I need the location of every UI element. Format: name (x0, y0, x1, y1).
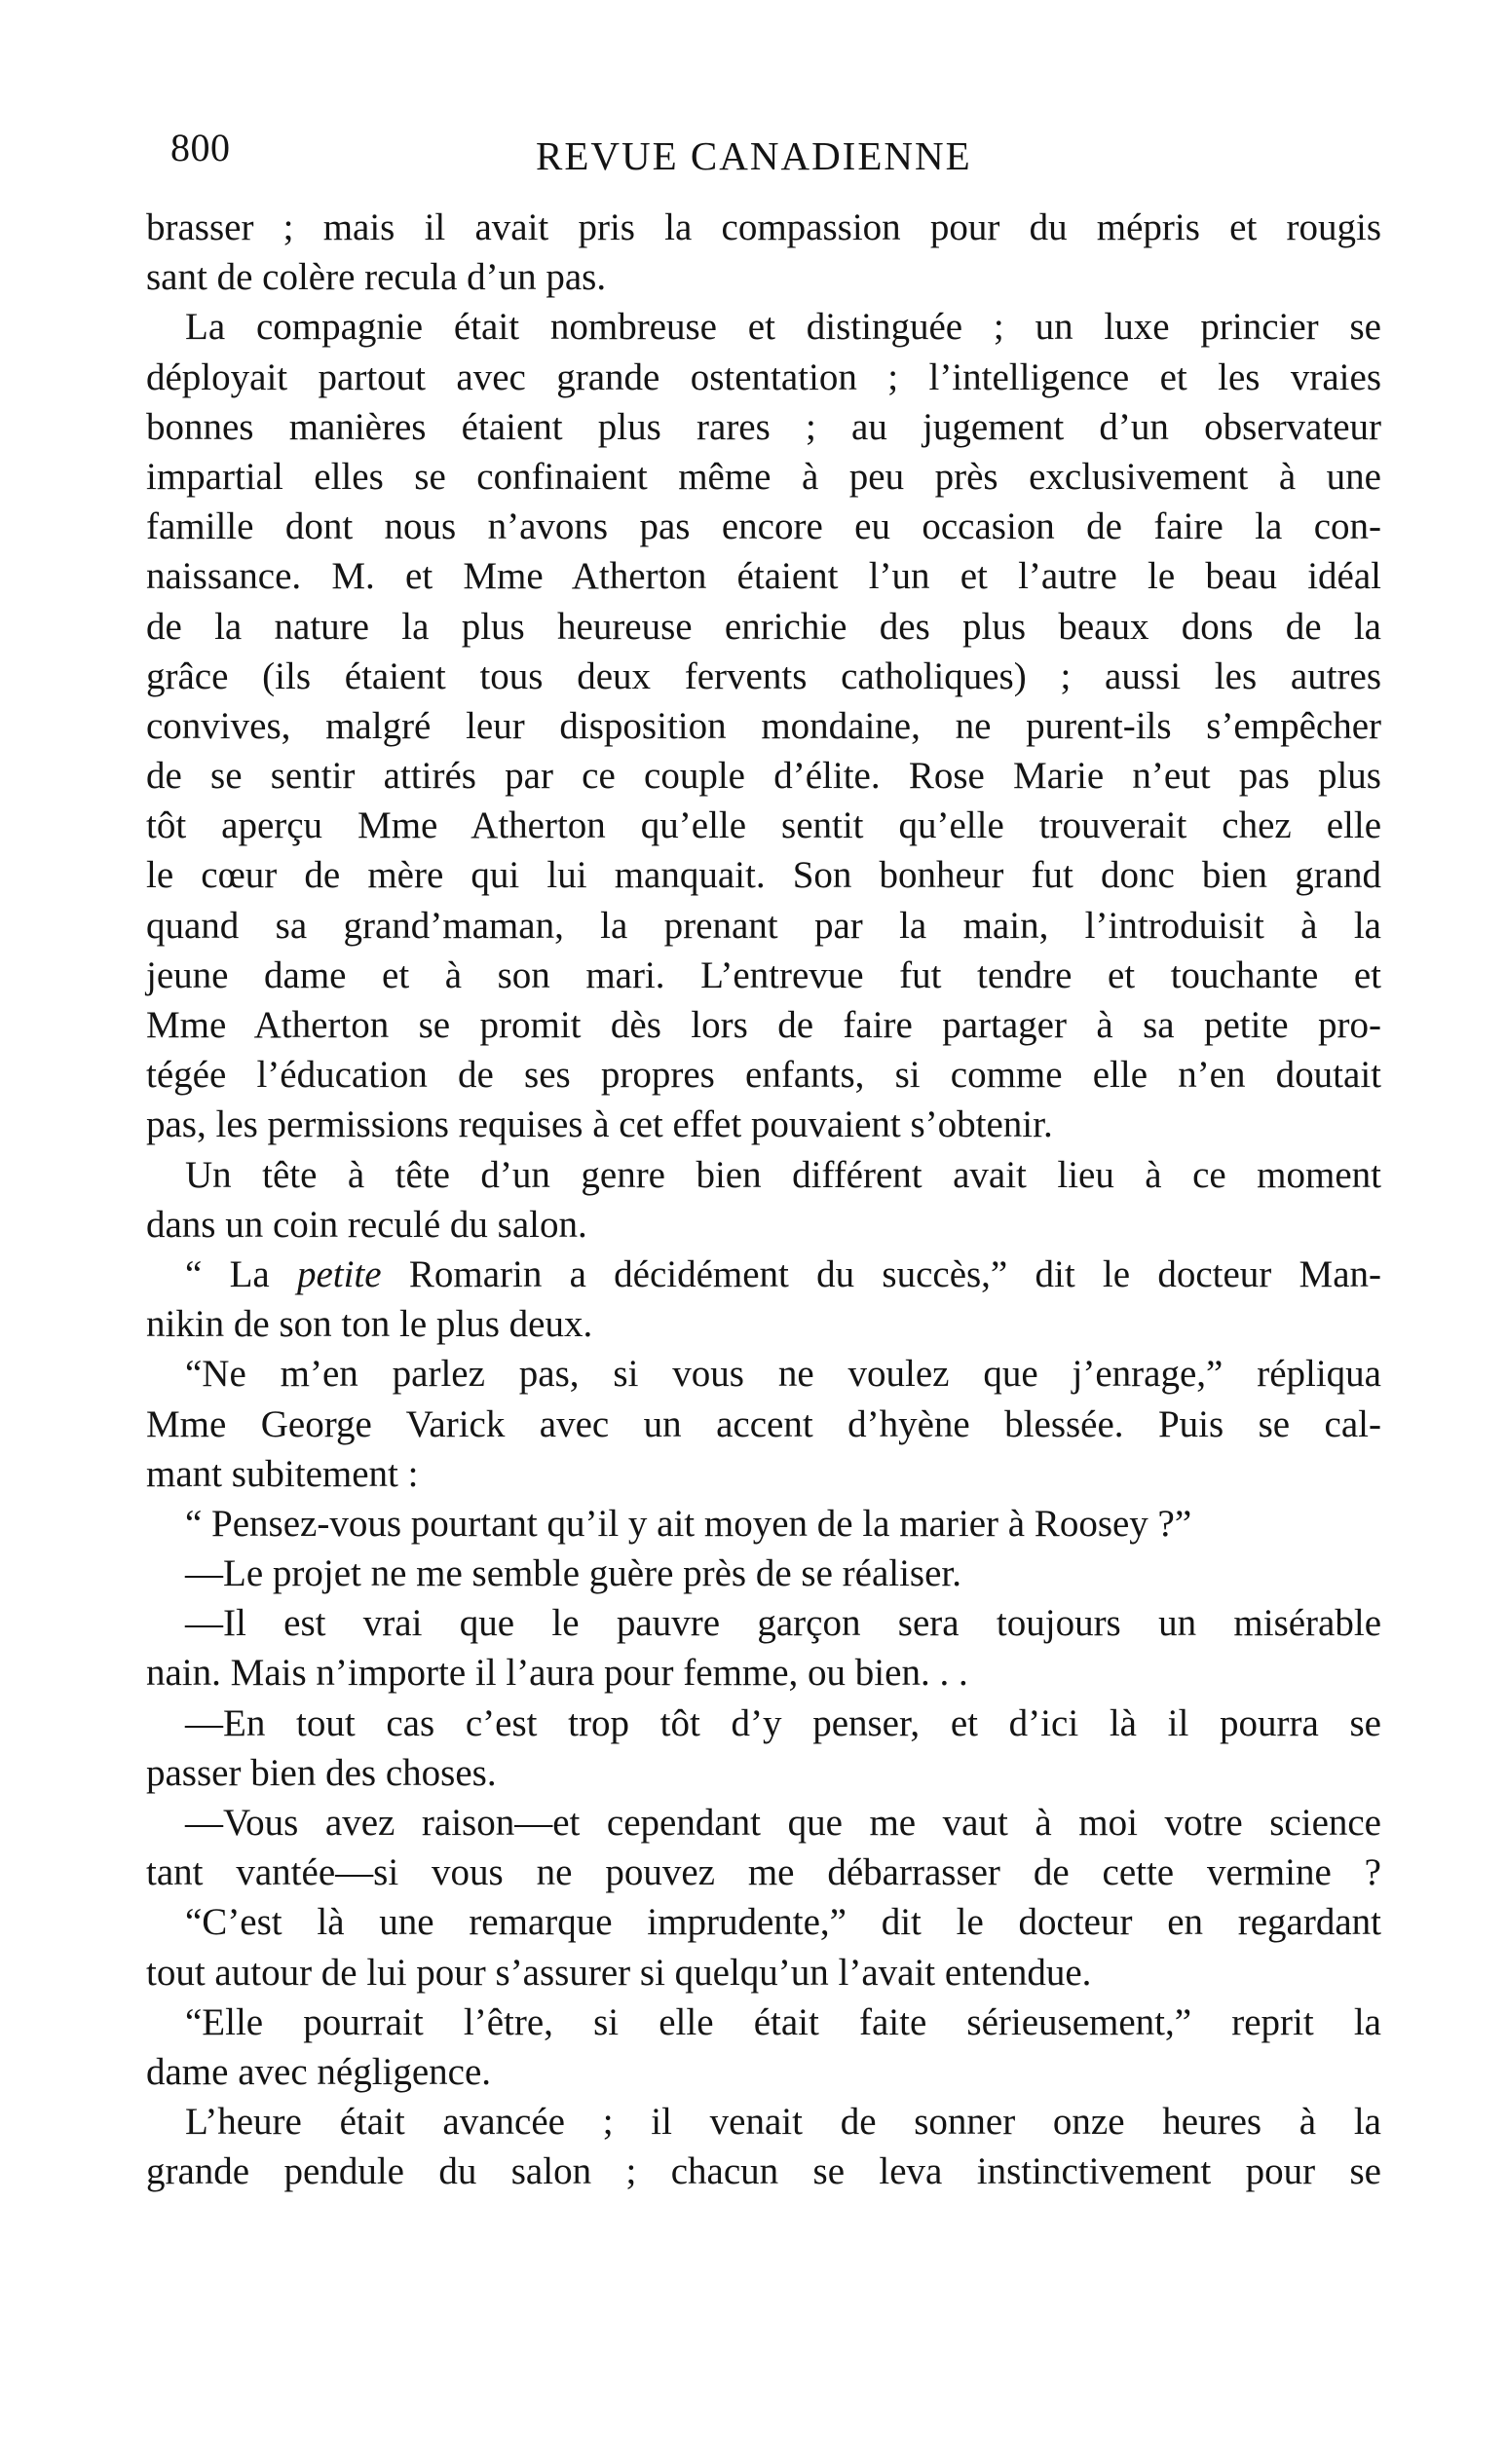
text-line: Un tête à tête d’un genre bien différent avait lieu à ce moment (185, 1153, 1381, 1196)
text-line: brasser ; mais il avait pris la compassion pour du mépris et rougis (146, 206, 1381, 248)
text-line: nikin de son ton le plus deux. (146, 1303, 593, 1346)
text-line: famille dont nous n’avons pas encore eu occasion de faire la con- (146, 505, 1381, 548)
body-text (146, 203, 1381, 2197)
text-line: naissance. M. et Mme Atherton étaient l’un et l’autre le beau idéal (146, 555, 1381, 598)
text-line: déployait partout avec grande ostentation ; l’intelligence et les vraies (146, 355, 1381, 398)
text-line: “Ne m’en parlez pas, si vous ne voulez que j’enrage,” répliqua (185, 1353, 1381, 1396)
text-line (146, 1250, 1381, 1299)
text-line: mant subitement : (146, 1452, 419, 1495)
running-head (161, 125, 1378, 183)
text-line: L’heure était avancée ; il venait de sonner onze heures à la (185, 2101, 1381, 2144)
text-line: nain. Mais n’importe il l’aura pour femme, ou bien. . . (146, 1652, 968, 1695)
text-line: impartial elles se confinaient même à peu près exclusivement à une (146, 455, 1381, 498)
text-line: quand sa grand’maman, la prenant par la main, l’introduisit à la (146, 904, 1381, 947)
text-line: tôt aperçu Mme Atherton qu’elle sentit qu’elle trouverait chez elle (146, 804, 1381, 847)
text-line: —Il est vrai que le pauvre garçon sera toujours un misérable (185, 1602, 1381, 1645)
text-line: pas, les permissions requises à cet effet pouvaient s’obtenir. (146, 1103, 1053, 1146)
text-line: sant de colère recula d’un pas. (146, 256, 607, 299)
text-line: Mme George Varick avec un accent d’hyène blessée. Puis se cal- (146, 1402, 1381, 1445)
text-line: tégée l’éducation de ses propres enfants, si comme elle n’en doutait (146, 1054, 1381, 1097)
text-line: dans un coin reculé du salon. (146, 1203, 587, 1246)
text-line: bonnes manières étaient plus rares ; au jugement d’un observateur (146, 405, 1381, 448)
italic-word: petite (296, 1252, 382, 1295)
text-line: convives, malgré leur disposition mondaine, ne purent-ils s’empêcher (146, 704, 1381, 747)
text-line: jeune dame et à son mari. L’entrevue fut tendre et touchante et (146, 953, 1381, 996)
text-line: dame avec négligence. (146, 2050, 492, 2093)
journal-title: REVUE CANADIENNE (536, 133, 972, 178)
text-line: de se sentir attirés par ce couple d’élite. Rose Marie n’eut pas plus (146, 755, 1381, 798)
text-line: le cœur de mère qui lui manquait. Son bonheur fut donc bien grand (146, 854, 1381, 897)
text-run: Romarin a décidément du succès,” dit le docteur Man- (381, 1252, 1381, 1295)
text-line: “Elle pourrait l’être, si elle était faite sérieusement,” reprit la (185, 2000, 1381, 2043)
page-number: 800 (170, 126, 231, 169)
text-line: “ Pensez-vous pourtant qu’il y ait moyen de la marier à Roosey ?” (185, 1502, 1192, 1545)
text-line: tout autour de lui pour s’assurer si quelqu’un l’avait entendue. (146, 1951, 1092, 1994)
text-line: passer bien des choses. (146, 1751, 497, 1794)
text-line: La compagnie était nombreuse et distinguée ; un luxe princier se (185, 306, 1381, 349)
text-line: tant vantée—si vous ne pouvez me débarrasser de cette vermine ? (146, 1851, 1381, 1894)
text-run: “ La (185, 1252, 297, 1295)
text-line: grâce (ils étaient tous deux fervents catholiques) ; aussi les autres (146, 654, 1381, 697)
text-line: de la nature la plus heureuse enrichie des plus beaux dons de la (146, 605, 1381, 648)
text-line: —Vous avez raison—et cependant que me vaut à moi votre science (185, 1802, 1381, 1844)
text-line: “C’est là une remarque imprudente,” dit le docteur en regardant (185, 1901, 1381, 1944)
text-line: —En tout cas c’est trop tôt d’y penser, et d’ici là il pourra se (185, 1701, 1381, 1744)
text-line: grande pendule du salon ; chacun se leva instinctivement pour se (146, 2150, 1381, 2193)
text-line: —Le projet ne me semble guère près de se réaliser. (185, 1552, 962, 1595)
text-line: Mme Atherton se promit dès lors de faire partager à sa petite pro- (146, 1004, 1381, 1046)
